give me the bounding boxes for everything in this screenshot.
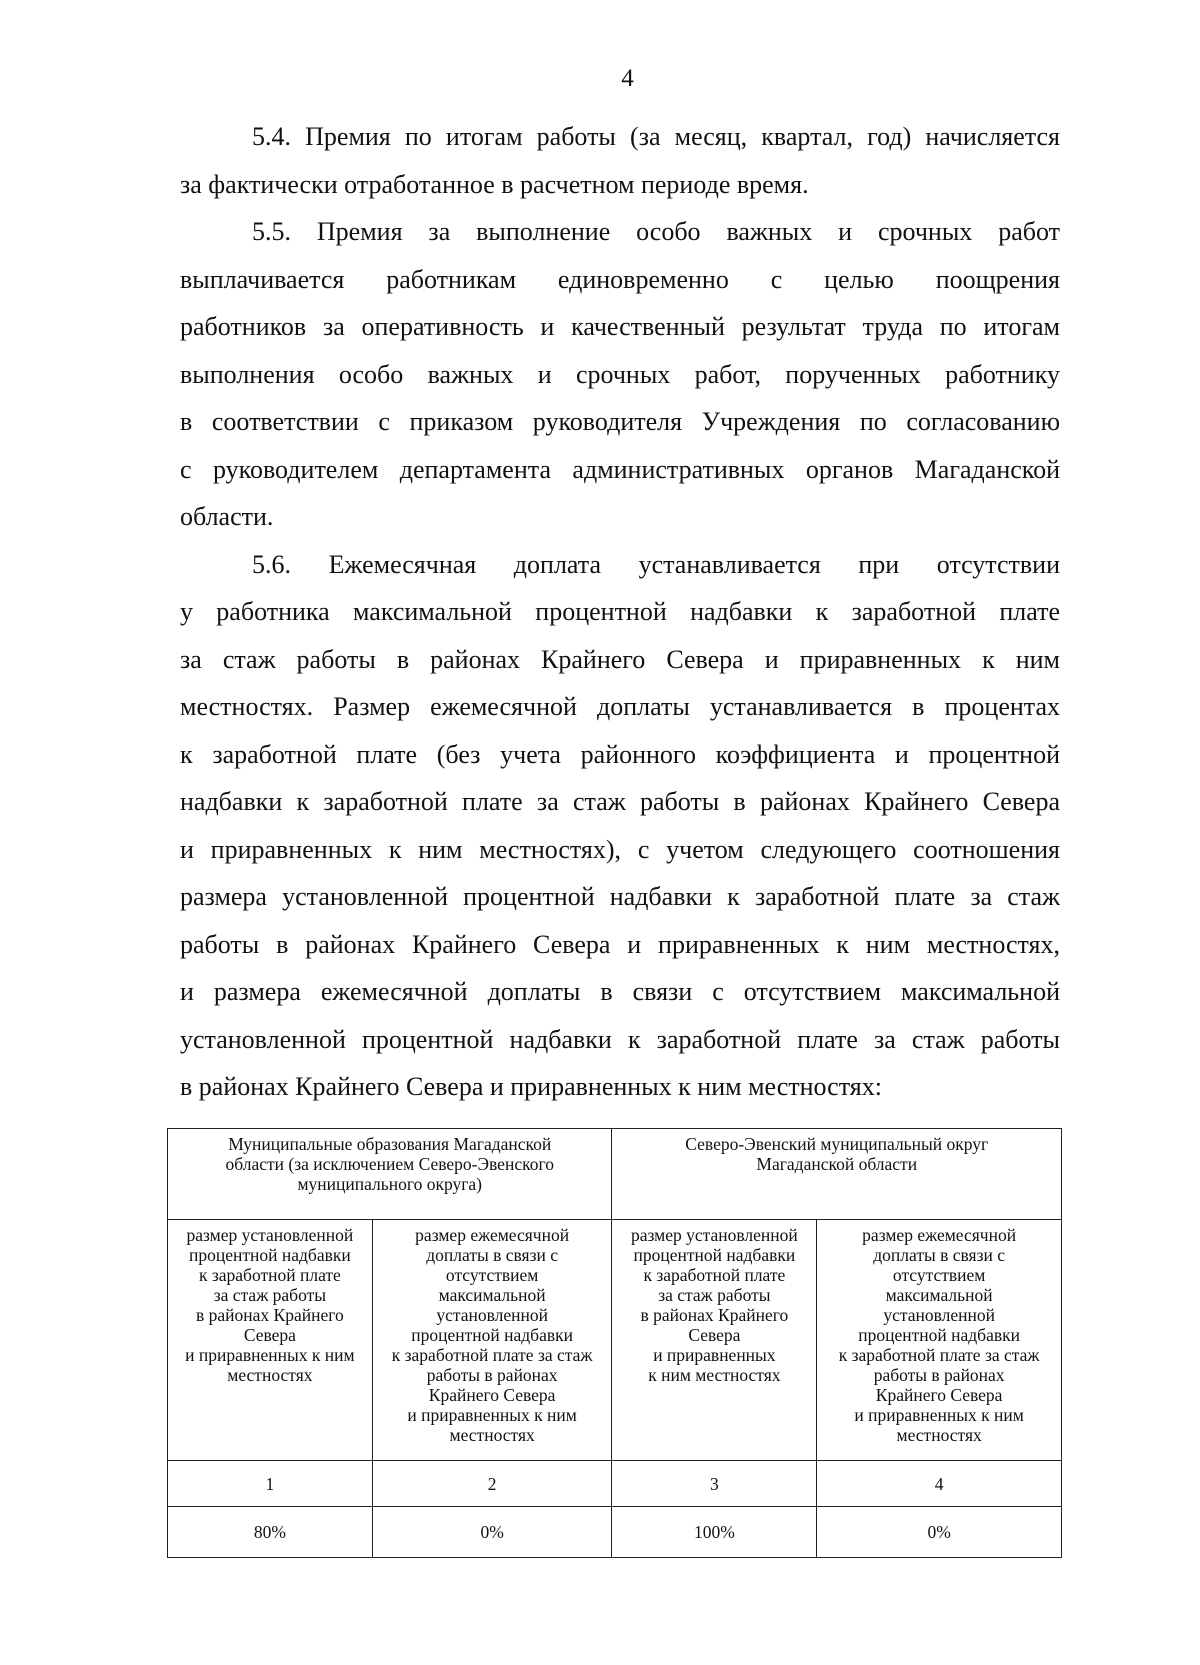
column-header-text: размер ежемесячной доплаты в связи с отсутствием максимальной установленной процентной надбавки к заработной плате за стаж работы в районах Крайнего Севера и приравненных к ним местностях <box>391 1225 593 1445</box>
paragraph-5-6-line: к заработной плате (без учета районного коэффициента и процентной <box>180 739 1060 769</box>
paragraph-5-6-line: и приравненных к ним местностях), с учетом следующего соотношения <box>180 834 1060 864</box>
table-cell-value: 0% <box>817 1507 1062 1558</box>
column-header-3 <box>612 1220 817 1461</box>
group-header-severo-evensky <box>612 1129 1062 1220</box>
group-header-magadan-region <box>168 1129 612 1220</box>
document-body <box>180 113 1060 1111</box>
column-number: 1 <box>168 1461 373 1507</box>
paragraph-5-5-line: выполнения особо важных и срочных работ, порученных работнику <box>180 359 1060 389</box>
table-cell-value: 0% <box>372 1507 612 1558</box>
paragraph-5-6-line: местностях. Размер ежемесячной доплаты устанавливается в процентах <box>180 692 1060 721</box>
paragraph-5-4-line: 5.4. Премия по итогам работы (за месяц, квартал, год) начисляется <box>252 122 1060 151</box>
column-number: 3 <box>612 1461 817 1507</box>
column-header-1 <box>168 1220 373 1461</box>
allowance-ratio-table <box>167 1128 1062 1558</box>
paragraph-5-6-line: работы в районах Крайнего Севера и приравненных к ним местностях, <box>180 929 1060 959</box>
paragraph-5-6-line: установленной процентной надбавки к заработной плате за стаж работы <box>180 1024 1060 1054</box>
paragraph-5-4-line: за фактически отработанное в расчетном периоде время. <box>180 169 809 199</box>
group-header-text: Северо-Эвенский муниципальный округ Магаданской области <box>685 1134 989 1174</box>
column-header-4 <box>817 1220 1062 1461</box>
table-cell-value: 80% <box>168 1507 373 1558</box>
table-row <box>168 1461 1062 1507</box>
column-number: 4 <box>817 1461 1062 1507</box>
paragraph-5-5-line: 5.5. Премия за выполнение особо важных и срочных работ <box>252 217 1060 246</box>
column-header-text: размер установленной процентной надбавки к заработной плате за стаж работы в районах Крайнего Севера и приравненных к ним местностях <box>630 1225 798 1385</box>
paragraph-5-5-line: в соответствии с приказом руководителя Учреждения по согласованию <box>180 407 1060 436</box>
paragraph-5-6-line: размера установленной процентной надбавки к заработной плате за стаж <box>180 882 1060 911</box>
paragraph-5-6-line: у работника максимальной процентной надбавки к заработной плате <box>180 597 1060 626</box>
table-cell-value: 100% <box>612 1507 817 1558</box>
paragraph-5-5-line: области. <box>180 502 274 531</box>
paragraph-5-5-line: работников за оперативность и качественный результат труда по итогам <box>180 312 1060 341</box>
paragraph-5-6-line: 5.6. Ежемесячная доплата устанавливается при отсутствии <box>252 549 1060 579</box>
paragraph-5-6-line: в районах Крайнего Севера и приравненных к ним местностях: <box>180 1072 882 1101</box>
table-row <box>168 1507 1062 1558</box>
table-column-header-row <box>168 1220 1062 1461</box>
group-header-text: Муниципальные образования Магаданской области (за исключением Северо-Эвенского муниципального округа) <box>225 1134 554 1194</box>
paragraph-5-6-line: за стаж работы в районах Крайнего Севера и приравненных к ним <box>180 644 1060 674</box>
paragraph-5-6-line: и размера ежемесячной доплаты в связи с отсутствием максимальной <box>180 977 1060 1006</box>
paragraph-5-5-line: выплачивается работникам единовременно с целью поощрения <box>180 264 1060 294</box>
table-group-header-row <box>168 1129 1062 1220</box>
paragraph-5-5-line: с руководителем департамента административных органов Магаданской <box>180 454 1060 484</box>
column-number: 2 <box>372 1461 612 1507</box>
column-header-text: размер ежемесячной доплаты в связи с отсутствием максимальной установленной процентной надбавки к заработной плате за стаж работы в районах Крайнего Севера и приравненных к ним местностях <box>838 1225 1040 1445</box>
paragraph-5-6-line: надбавки к заработной плате за стаж работы в районах Крайнего Севера <box>180 787 1060 816</box>
column-header-2 <box>372 1220 612 1461</box>
page-number: 4 <box>621 65 634 92</box>
column-header-text: размер установленной процентной надбавки к заработной плате за стаж работы в районах Крайнего Севера и приравненных к ним местностях <box>185 1225 355 1385</box>
